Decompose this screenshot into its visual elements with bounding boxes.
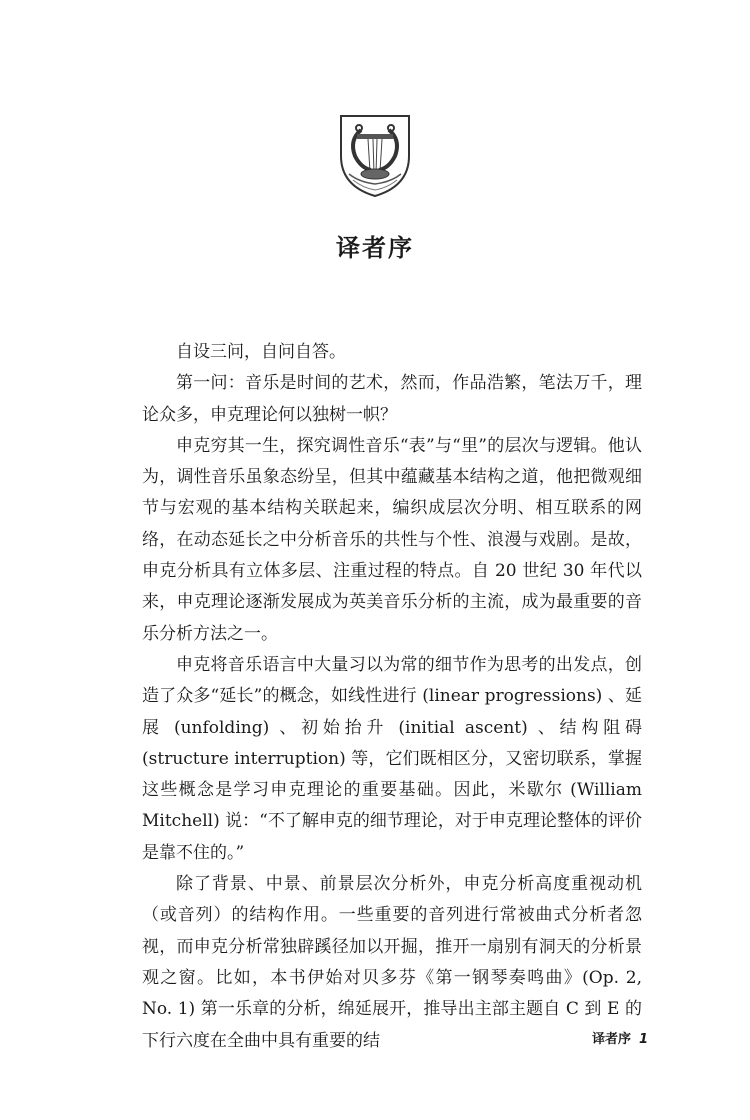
preface-body xyxy=(142,337,642,1057)
footer-label: 译者序 xyxy=(591,1032,631,1047)
page-title: 译者序 xyxy=(336,234,414,262)
paragraph-3: 申克穷其一生，探究调性音乐“表”与“里”的层次与逻辑。他认为，调性音乐虽象态纷呈，但其中蕴藏基本结构之道，他把微观细节与宏观的基本结构关联起来，编织成层次分明、相互联系的网络，在动态延长之中分析音乐的共性与个性、浪漫与戏剧。是故，申克分析具有立体多层、注重过程的特点。自 20 世纪 30 年代以来，申克理论逐渐发展成为英美音乐分析的主流，成为最重要的音乐分析方法之一。 xyxy=(142,435,642,644)
paragraph-1: 自设三问，自问自答。 xyxy=(176,342,346,362)
paragraph-2: 第一问：音乐是时间的艺术，然而，作品浩繁，笔法万千，理论众多，申克理论何以独树一帜？ xyxy=(142,373,642,425)
paragraph-4: 申克将音乐语言中大量习以为常的细节作为思考的出发点，创造了众多“延长”的概念，如线性进行 (linear progressions) 、延展 (unfolding) 、初始抬升 (initial ascent) 、结构阻碍 (structure interruption) 等，它们既相区分，又密切联系，掌握这些概念是学习申克理论的重要基础。因此，米歇尔 (William Mitchell) 说：“不了解申克的细节理论，对于申克理论整体的评价是靠不住的。” xyxy=(142,654,642,863)
paragraph-5: 除了背景、中景、前景层次分析外，申克分析高度重视动机（或音列）的结构作用。一些重要的音列进行常被曲式分析者忽视，而申克分析常独辟蹊径加以开掘，推开一扇别有洞天的分析景观之窗。比如，本书伊始对贝多芬《第一钢琴奏鸣曲》(Op. 2, No. 1) 第一乐章的分析，绵延展开，推导出主部主题自 C 到 E 的下行六度在全曲中具有重要的结 xyxy=(142,874,642,1051)
page-number: 1 xyxy=(638,1032,648,1047)
lyre-icon xyxy=(335,112,415,198)
page-footer xyxy=(592,1028,648,1047)
lyre-emblem xyxy=(335,112,415,198)
